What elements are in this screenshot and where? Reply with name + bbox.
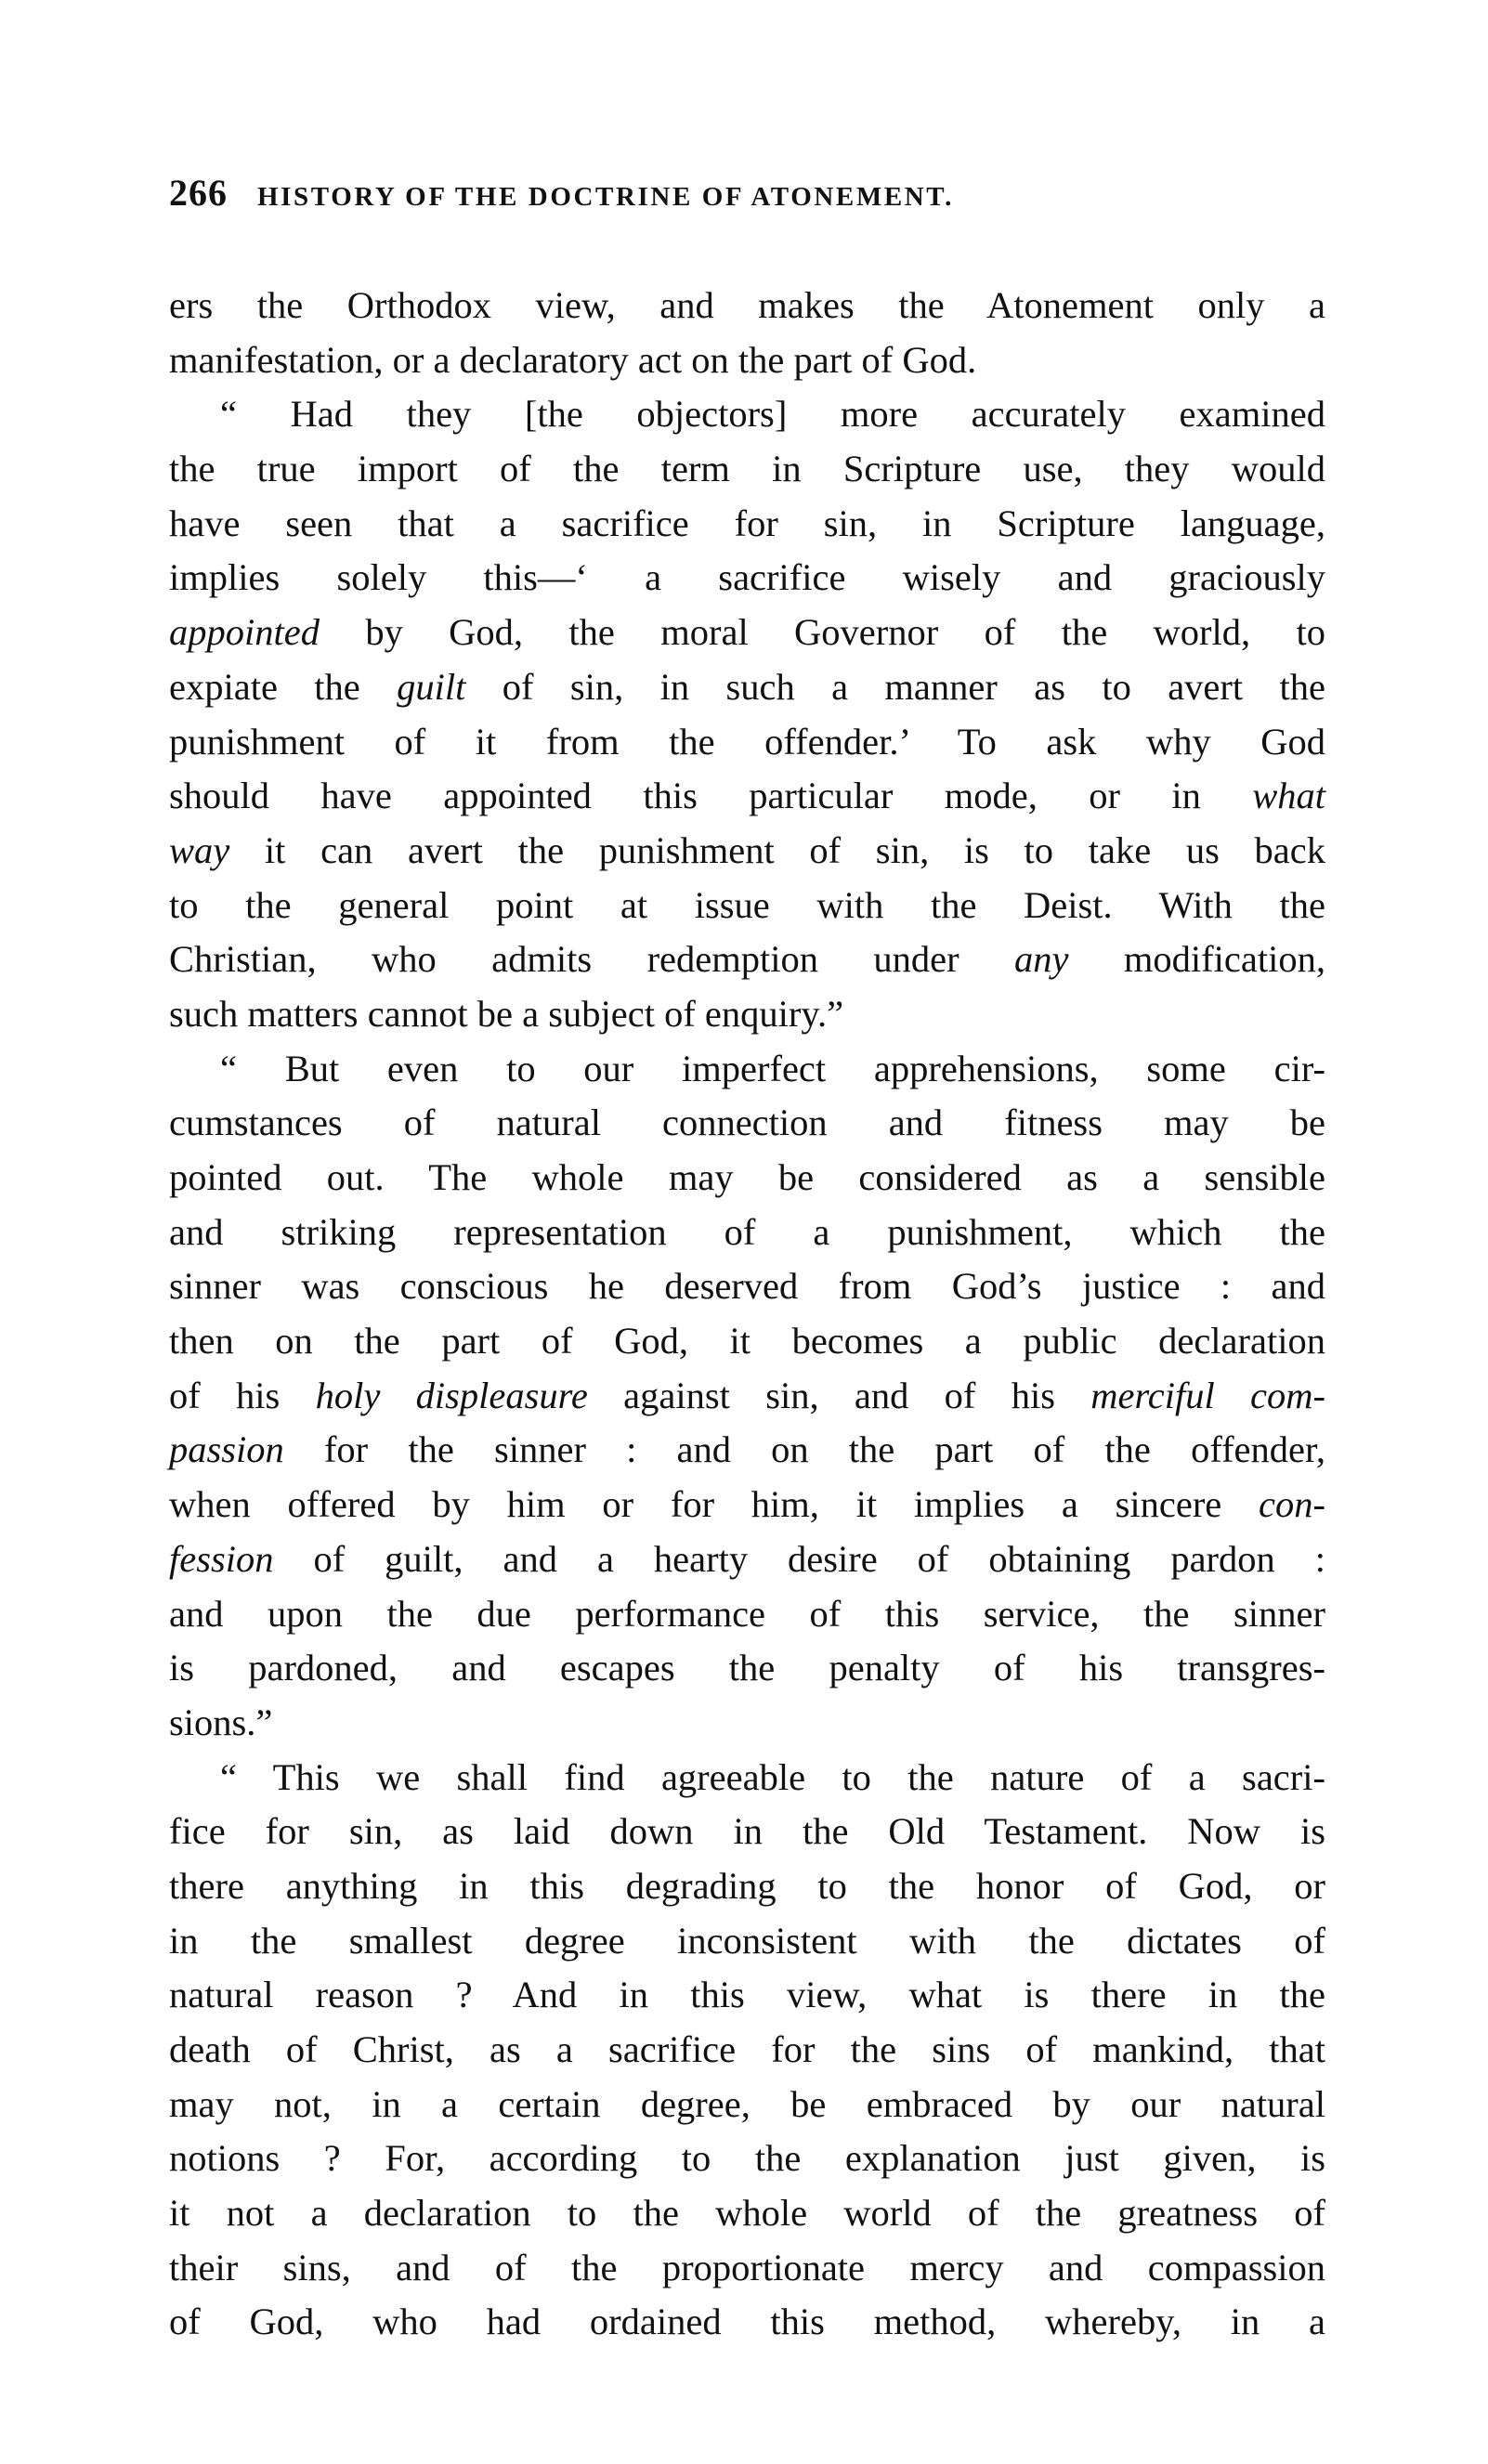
text-line — [169, 1805, 1325, 1859]
text-line — [169, 715, 1325, 770]
text-line — [169, 932, 1325, 987]
text-span: “ But even to our imperfect apprehensions, some cir- — [220, 1047, 1325, 1089]
text-line — [169, 1751, 1325, 1806]
text-line — [169, 660, 1325, 715]
text-span: implies solely this—‘ a sacrifice wisely and graciously — [169, 556, 1325, 599]
italic-text: passion — [169, 1428, 284, 1471]
text-span: notions ? For, according to the explanation just given, is — [169, 2137, 1325, 2180]
text-span: of God, who had ordained this method, whereby, in a — [169, 2301, 1325, 2343]
text-line — [169, 1314, 1325, 1369]
text-span: of his — [169, 1374, 316, 1416]
text-span: expiate the — [169, 665, 398, 708]
italic-text: con- — [1259, 1483, 1325, 1526]
text-span: pointed out. The whole may be considered as a sensible — [169, 1156, 1325, 1198]
text-span: manifestation, or a declaratory act on the part of God. — [169, 338, 977, 381]
text-line — [169, 1914, 1325, 1969]
text-line — [169, 987, 1325, 1042]
text-span: such matters cannot be a subject of enquiry.” — [169, 992, 844, 1035]
text-span: sions.” — [169, 1701, 273, 1743]
text-line — [169, 606, 1325, 660]
running-head: HISTORY OF THE DOCTRINE OF ATONEMENT. — [257, 182, 954, 212]
text-span: and upon the due performance of this service, the sinner — [169, 1592, 1325, 1635]
text-line — [169, 279, 1325, 333]
page-number: 266 — [169, 172, 228, 214]
text-line — [169, 1151, 1325, 1206]
text-line — [169, 1206, 1325, 1260]
italic-text: any — [1014, 938, 1069, 981]
text-span: may not, in a certain degree, be embraced by our natural — [169, 2082, 1325, 2125]
text-span: to the general point at issue with the Deist. With the — [169, 883, 1325, 926]
text-line — [169, 2295, 1325, 2350]
text-line — [169, 2132, 1325, 2186]
text-line — [169, 1423, 1325, 1478]
text-span: modification, — [1068, 938, 1325, 981]
text-span: it not a declaration to the whole world of the greatness of — [169, 2192, 1325, 2235]
italic-text: guilt — [397, 665, 466, 708]
text-span: natural reason ? And in this view, what is there in the — [169, 1974, 1325, 2016]
text-span: when offered by him or for him, it implies a sincere — [169, 1483, 1260, 1526]
text-span: then on the part of God, it becomes a public declaration — [169, 1320, 1325, 1362]
italic-text: what — [1252, 775, 1325, 817]
text-span: cumstances of natural connection and fitness may be — [169, 1102, 1325, 1144]
text-line — [169, 1096, 1325, 1151]
text-span: death of Christ, as a sacrifice for the sins of mankind, that — [169, 2028, 1325, 2070]
text-span: ers the Orthodox view, and makes the Atonement only a — [169, 284, 1325, 326]
text-line — [169, 1587, 1325, 1642]
text-span: there anything in this degrading to the honor of God, or — [169, 1864, 1325, 1907]
text-span: sinner was conscious he deserved from God’s justice : and — [169, 1265, 1325, 1308]
text-line — [169, 1641, 1325, 1696]
text-span: Christian, who admits redemption under — [169, 938, 1015, 981]
text-span: fice for sin, as laid down in the Old Testament. Now is — [169, 1810, 1325, 1853]
text-line — [169, 442, 1325, 497]
text-line — [169, 1696, 1325, 1751]
text-line — [169, 1042, 1325, 1097]
text-span: in the smallest degree inconsistent with the dictates of — [169, 1919, 1325, 1962]
text-line — [169, 824, 1325, 879]
text-line — [169, 1259, 1325, 1314]
text-span: against sin, and of his — [587, 1374, 1091, 1416]
text-line — [169, 2241, 1325, 2296]
text-span: it can avert the punishment of sin, is to take us back — [229, 828, 1325, 871]
text-span: by God, the moral Governor of the world, to — [319, 611, 1325, 654]
text-span: of guilt, and a hearty desire of obtaining pardon : — [273, 1537, 1325, 1580]
text-span: of sin, in such a manner as to avert the — [465, 665, 1325, 708]
text-span: is pardoned, and escapes the penalty of his transgres- — [169, 1647, 1325, 1689]
italic-text: appointed — [169, 611, 320, 654]
text-line — [169, 769, 1325, 824]
text-span: for the sinner : and on the part of the offender, — [283, 1428, 1325, 1471]
text-line — [169, 497, 1325, 552]
text-line — [169, 2078, 1325, 2132]
text-line — [169, 1369, 1325, 1424]
text-span: “ Had they [the objectors] more accurately examined — [220, 393, 1325, 436]
text-span: have seen that a sacrifice for sin, in Scripture language, — [169, 502, 1325, 544]
text-span: and striking representation of a punishment, which the — [169, 1210, 1325, 1253]
body-text — [169, 279, 1325, 2350]
text-line — [169, 387, 1325, 442]
page-header — [169, 171, 1339, 227]
text-line — [169, 1478, 1325, 1532]
text-span: should have appointed this particular mode, or in — [169, 775, 1253, 817]
text-line — [169, 1859, 1325, 1914]
text-span: “ This we shall find agreeable to the nature of a sacri- — [220, 1755, 1325, 1798]
italic-text: holy displeasure — [315, 1374, 588, 1416]
text-line — [169, 2023, 1325, 2078]
text-line — [169, 2186, 1325, 2241]
italic-text: fession — [169, 1537, 274, 1580]
italic-text: way — [169, 828, 230, 871]
text-span: punishment of it from the offender.’ To ask why God — [169, 720, 1325, 763]
italic-text: merciful com- — [1090, 1374, 1325, 1416]
text-line — [169, 1968, 1325, 2023]
text-span: their sins, and of the proportionate mercy and compassion — [169, 2246, 1325, 2288]
text-line — [169, 551, 1325, 606]
text-line — [169, 879, 1325, 933]
text-line — [169, 1532, 1325, 1587]
text-span: the true import of the term in Scripture use, they would — [169, 448, 1325, 490]
text-line — [169, 333, 1325, 388]
